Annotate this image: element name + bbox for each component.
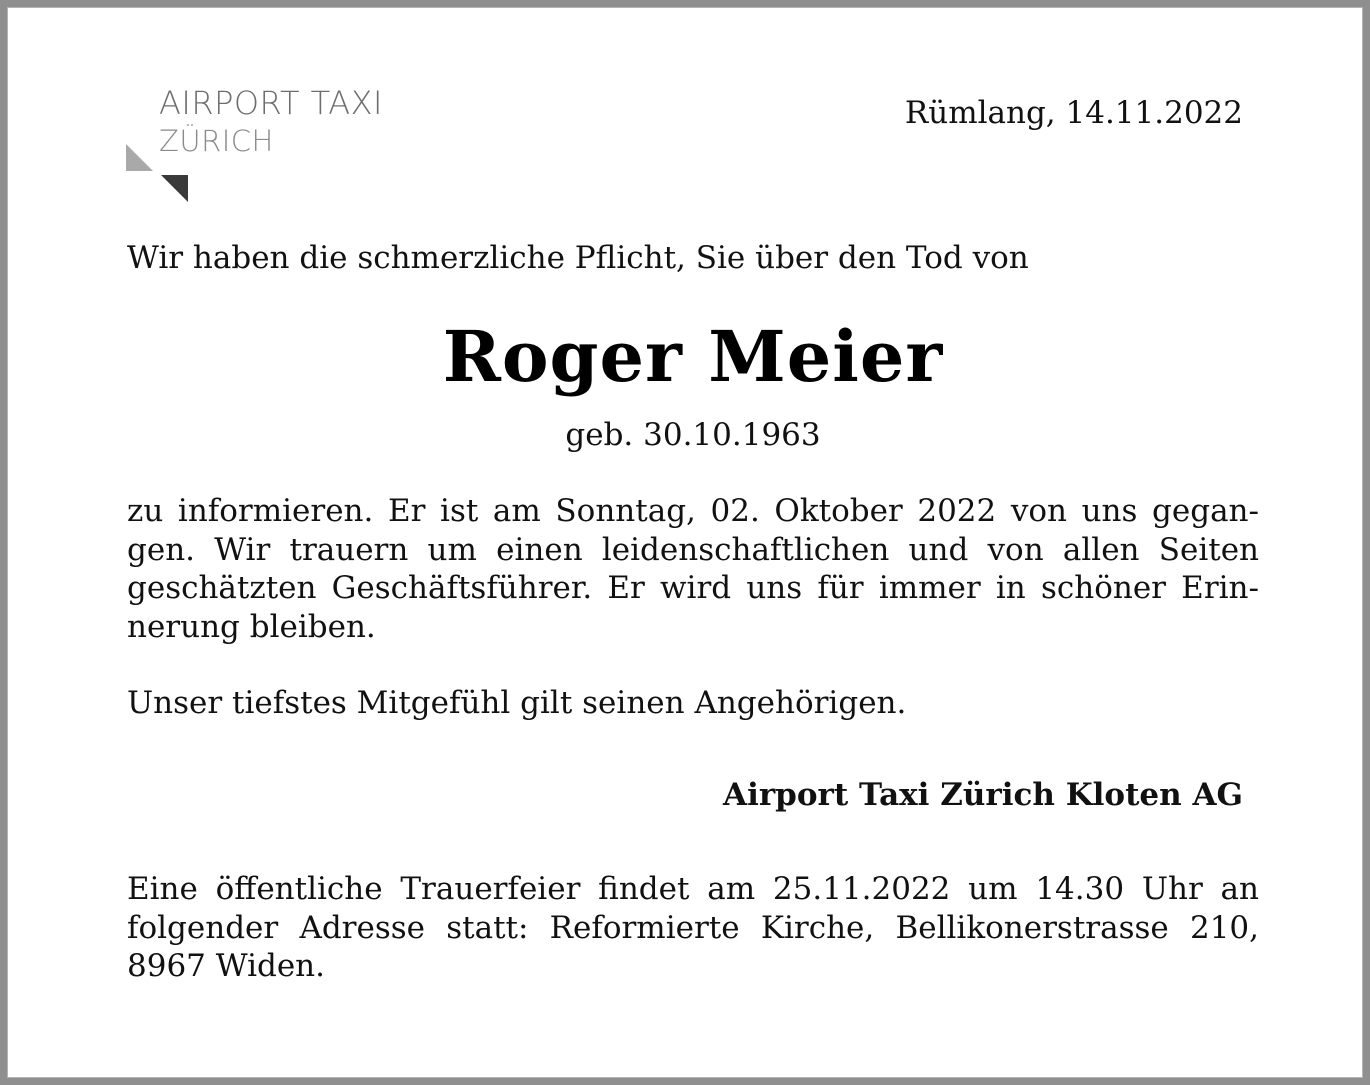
notice-date: Rümlang, 14.11.2022: [904, 95, 1243, 131]
logo-text-line1: AIRPORT TAXI: [159, 84, 383, 122]
company-logo: [126, 84, 426, 206]
intro-text: Wir haben die schmerzliche Pflicht, Sie über den Tod von: [127, 240, 1029, 276]
body-line: nerung bleiben.: [127, 608, 376, 645]
ceremony-line: folgender Adresse statt: Reformierte Kirche, Bellikonerstrasse 210,: [127, 909, 1259, 946]
birth-date: geb. 30.10.1963: [565, 417, 821, 453]
body-line: gen. Wir trauern um einen leidenschaftlichen und von allen Seiten: [127, 531, 1259, 568]
logo-text-line2: ZÜRICH: [159, 124, 274, 158]
deceased-name: Roger Meier: [442, 315, 944, 398]
logo-triangles-icon: [126, 144, 190, 206]
ceremony-paragraph: [127, 870, 1259, 986]
signature: Airport Taxi Zürich Kloten AG: [723, 777, 1243, 813]
ceremony-line: 8967 Widen.: [127, 948, 325, 984]
sympathy-text: Unser tiefstes Mitgefühl gilt seinen Angehörigen.: [127, 685, 907, 721]
ceremony-line: Eine öffentliche Trauerfeier findet am 25.11.2022 um 14.30 Uhr an: [127, 871, 1259, 907]
body-paragraph: [127, 492, 1259, 646]
body-line: geschätzten Geschäftsführer. Er wird uns für immer in schöner Erin-: [127, 570, 1259, 606]
body-line: zu informieren. Er ist am Sonntag, 02. Oktober 2022 von uns gegan-: [127, 493, 1259, 529]
